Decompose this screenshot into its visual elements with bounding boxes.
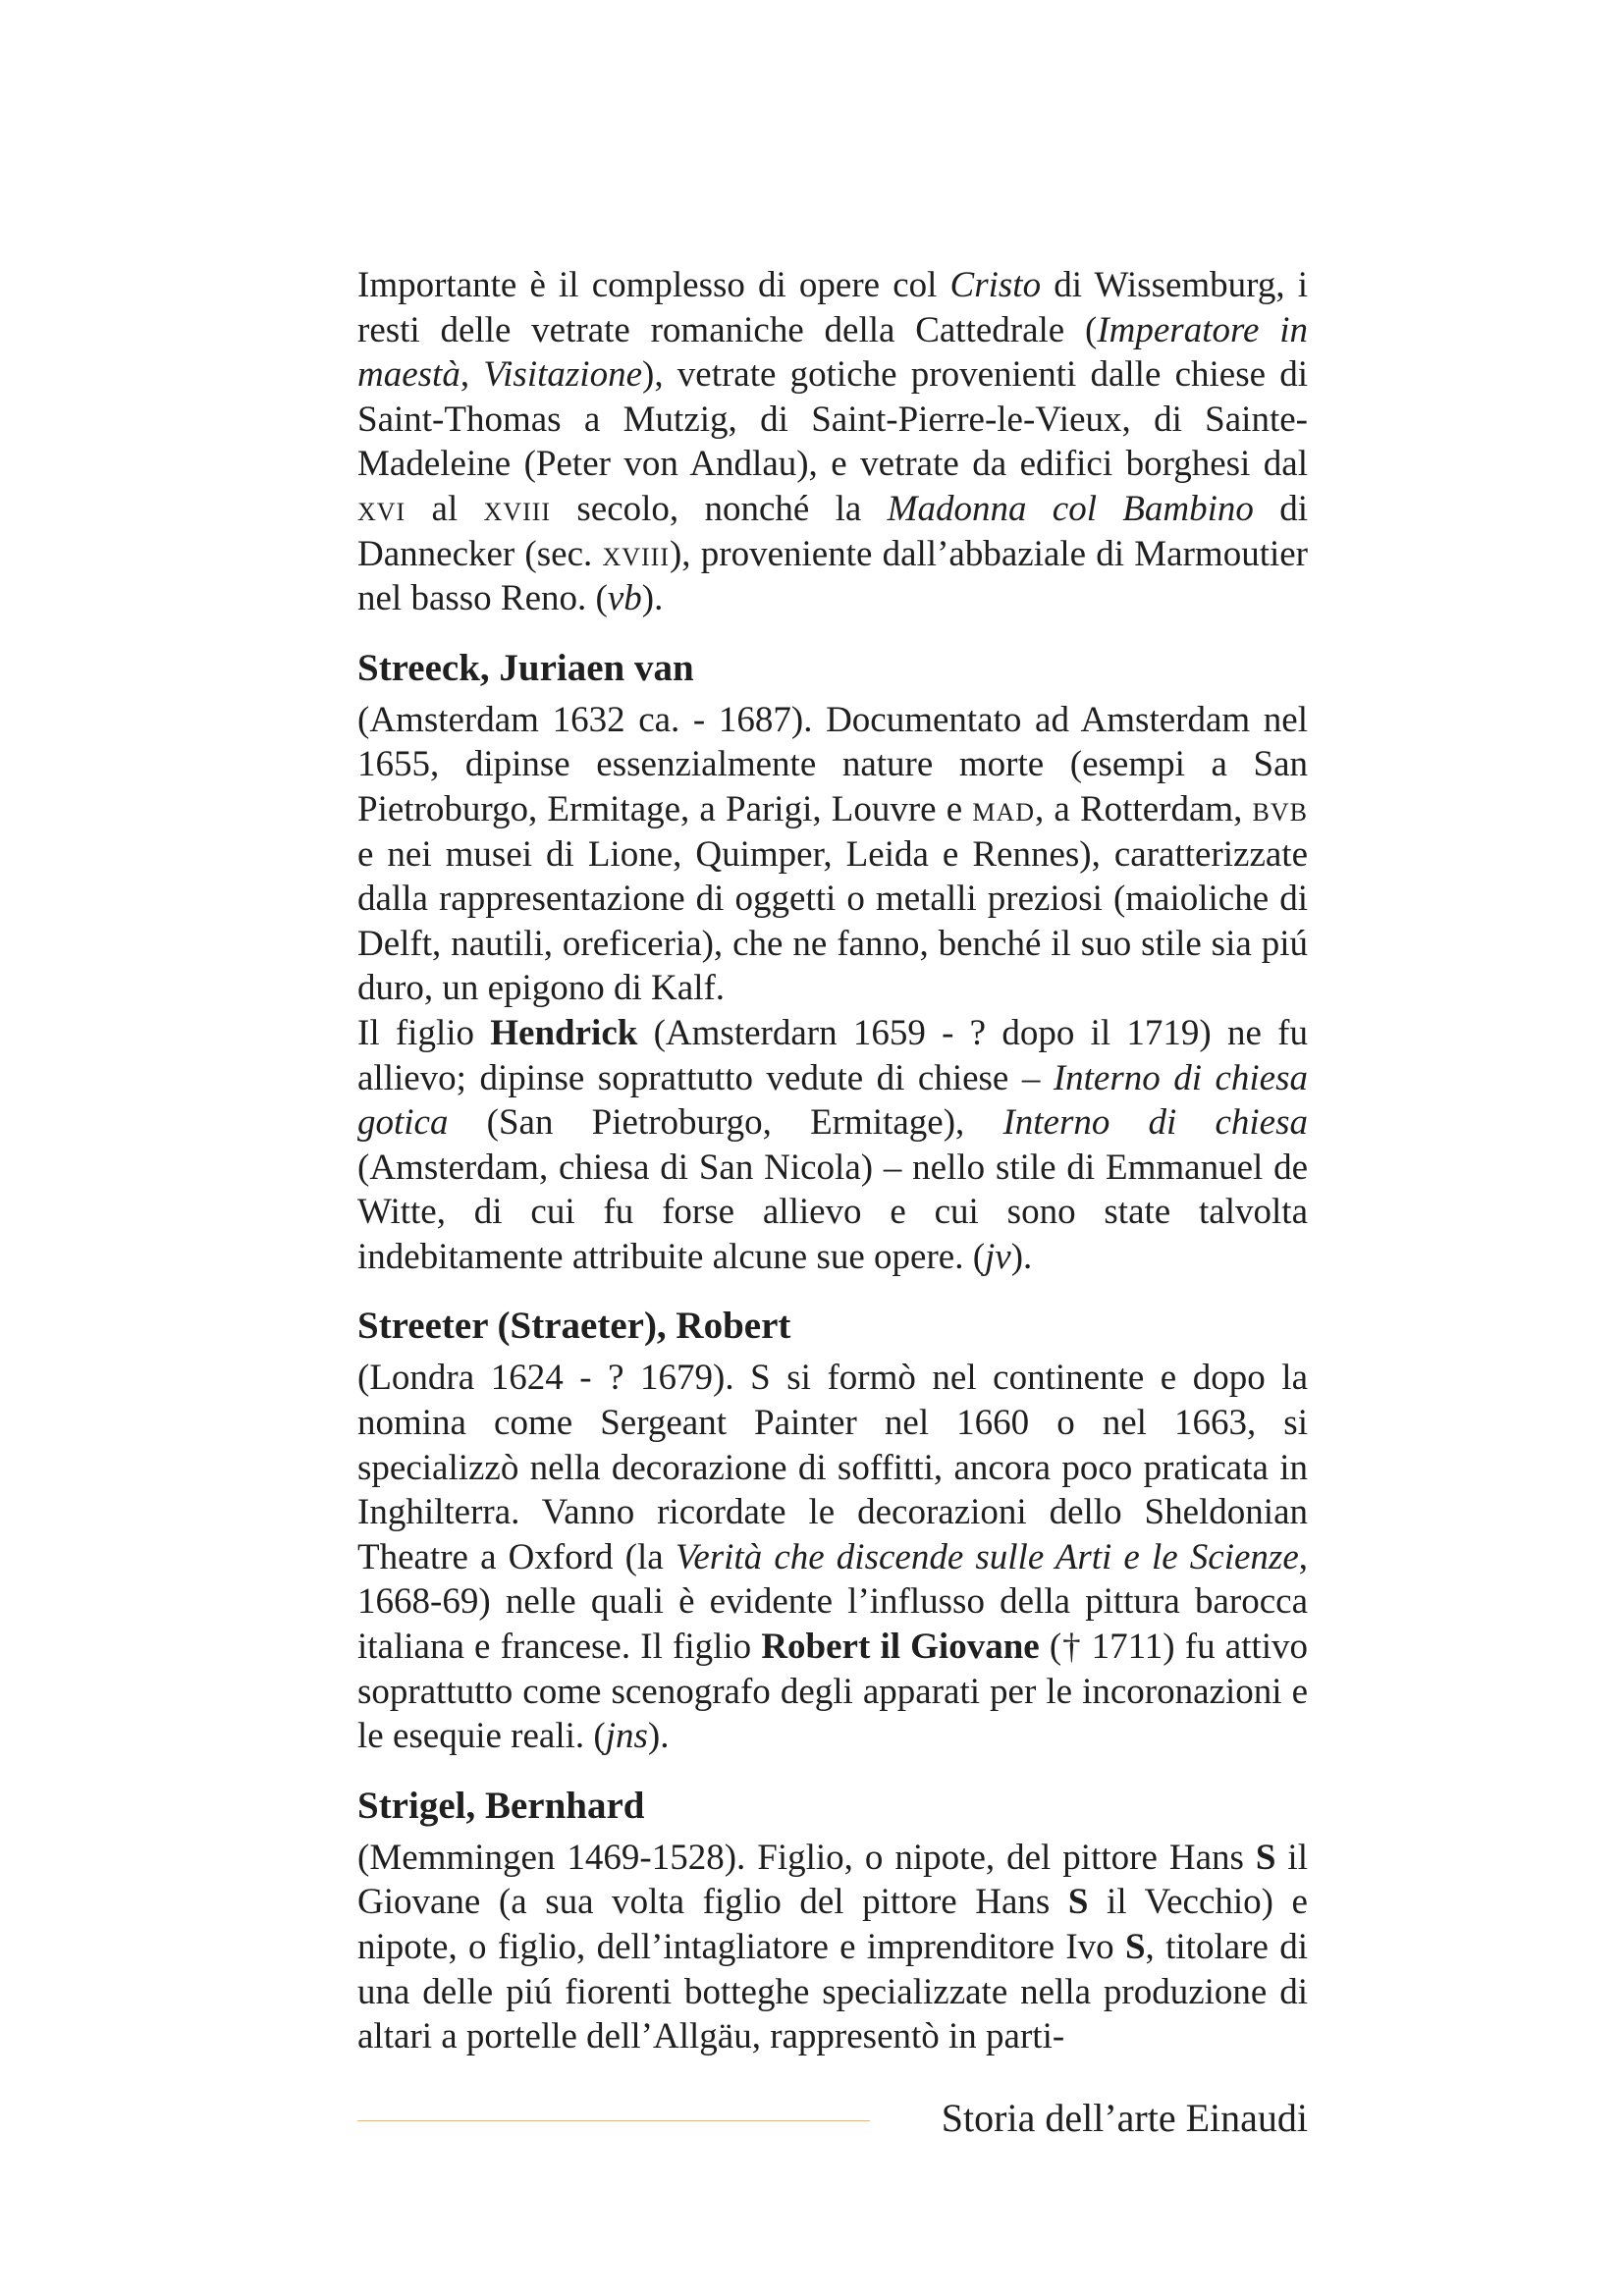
intro-paragraph: Importante è il complesso di opere col Cristo di Wissemburg, i resti delle vetrate romaniche della Cattedrale (Imperatore in maestà, Visitazione), vetrate gotiche provenienti dalle chiese di Saint-Thomas a Mutzig, di Saint-Pierre-le-Vieux, di Sainte-Madeleine (Peter von Andlau), e vetrate da edifici borghesi dal xvi al xviii secolo, nonché la Madonna col Bambino di Dannecker (sec. xviii), proveniente dall’abbaziale di Marmoutier nel basso Reno. (vb).: [357, 265, 1309, 619]
entry-body-streeck: (Amsterdam 1632 ca. - 1687). Documentato ad Amsterdam nel 1655, dipinse essenzialmente nature morte (esempi a San Pietroburgo, Ermitage, a Parigi, Louvre e mad, a Rotterdam, bvb e nei musei di Lione, Quimper, Leida e Rennes), caratterizzate dalla rappresentazione di oggetti o metalli preziosi (maioliche di Delft, nautili, oreficeria), che ne fanno, benché il suo stile sia piú duro, un epigono di Kalf.: [357, 699, 1309, 1009]
page-body: [357, 263, 1308, 2059]
footer-rule: [357, 2120, 870, 2121]
entry-body-strigel: (Memmingen 1469-1528). Figlio, o nipote, del pittore Hans S il Giovane (a sua volta figlio del pittore Hans S il Vecchio) e nipote, o figlio, dell’intagliatore e imprenditore Ivo S, titolare di una delle piú fiorenti botteghe specializzate nella produzione di altari a portelle dell’Allgäu, rappresentò in parti-: [357, 1837, 1308, 2057]
entry-body-streeter: (Londra 1624 - ? 1679). S si formò nel continente e dopo la nomina come Sergeant Painter nel 1660 o nel 1663, si specializzò nella decorazione di soffitti, ancora poco praticata in Inghilterra. Vanno ricordate le decorazioni dello Sheldonian Theatre a Oxford (la Verità che discende sulle Arti e le Scienze, 1668-69) nelle quali è evidente l’influsso della pittura barocca italiana e francese. Il figlio Robert il Giovane († 1711) fu attivo soprattutto come scenografo degli apparati per le incoronazioni e le esequie reali. (jns).: [357, 1358, 1309, 1757]
entry-heading-strigel: Strigel, Bernhard: [357, 1784, 645, 1827]
page-footer: [357, 2091, 1308, 2150]
footer-title: Storia dell’arte Einaudi: [941, 2096, 1308, 2140]
entry-body-streeck-hendrick: Il figlio Hendrick (Amsterdarn 1659 - ? dopo il 1719) ne fu allievo; dipinse soprattutto vedute di chiese – Interno di chiesa gotica (San Pietroburgo, Ermitage), Interno di chiesa (Amsterdam, chiesa di San Nicola) – nello stile di Emmanuel de Witte, di cui fu forse allievo e cui sono state talvolta indebitamente attribuite alcune sue opere. (jv).: [357, 1012, 1309, 1277]
entry-heading-streeck: Streeck, Juriaen van: [357, 646, 694, 689]
entry-heading-streeter: Streeter (Straeter), Robert: [357, 1305, 791, 1348]
